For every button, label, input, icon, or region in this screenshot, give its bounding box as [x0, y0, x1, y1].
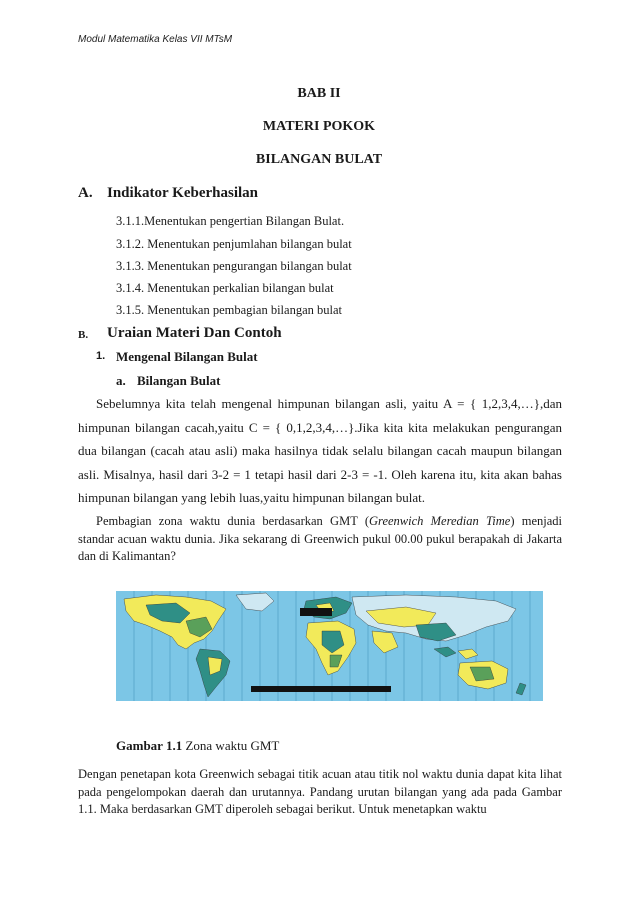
indicator-item: 3.1.4. Menentukan perkalian bilangan bulat	[116, 281, 334, 295]
sub-a-title: Bilangan Bulat	[137, 373, 221, 388]
section-b-title: Uraian Materi Dan Contoh	[107, 325, 282, 341]
indicator-item: 3.1.3. Menentukan pengurangan bilangan bulat	[116, 259, 352, 273]
figure-caption	[116, 738, 279, 754]
paragraph-gmt-before: Pembagian zona waktu dunia berdasarkan GMT (	[96, 514, 370, 528]
sub-a-marker: a.	[116, 373, 126, 388]
running-header: Modul Matematika Kelas VII MTsM	[78, 34, 233, 45]
figure-caption-text: Zona waktu GMT	[182, 738, 280, 753]
indicator-item: 3.1.2. Menentukan penjumlahan bilangan bulat	[116, 237, 352, 251]
time-zone-world-map	[116, 591, 543, 701]
figure-label: Gambar 1.1	[116, 738, 183, 753]
paragraph-gmt-italic: Greenwich Meredian Time	[369, 514, 511, 528]
indicator-item: 3.1.5. Menentukan pembagian bilangan bulat	[116, 303, 342, 317]
paragraph-integers: Sebelumnya kita telah mengenal himpunan bilangan asli, yaitu A = { 1,2,3,4,…},dan himpunan bilangan cacah,yaitu C = { 0,1,2,3,4,…}.Jika kita kita melakukan pengurangan dua bilangan (cacah atau asli) maka hasilnya tidak selalu bilangan cacah maupun bilangan asli. Misalnya, hasil dari 3-2 = 1 tetapi hasil dari 2-3 = -1. Oleh karena itu, kita akan bahas himpunan bilangan yang lebih luas,yaitu himpunan bilangan bulat.	[78, 396, 562, 505]
map-bottom-scale-bar	[251, 686, 391, 692]
paragraph-gmt-after: ) menjadi standar acuan waktu dunia. Jika sekarang di Greenwich pukul 00.00 pukul berapakah di Jakarta dan di Kalimantan?	[78, 514, 562, 563]
paragraph-gmt	[78, 513, 562, 566]
section-a-marker: A.	[78, 185, 93, 201]
chapter-topic: BILANGAN BULAT	[255, 152, 383, 167]
sub1-marker: 1.	[96, 350, 106, 362]
section-a-title: Indikator Keberhasilan	[107, 185, 259, 201]
indicator-item: 3.1.1.Menentukan pengertian Bilangan Bulat.	[116, 214, 345, 228]
chapter-number: BAB II	[297, 86, 341, 101]
map-top-label-box	[300, 608, 332, 616]
chapter-title: MATERI POKOK	[262, 119, 376, 134]
paragraph-greenwich: Dengan penetapan kota Greenwich sebagai titik acuan atau titik nol waktu dunia dapat kita lihat pada pengelompokan daerah dan urutannya. Pandang urutan bilangan yang ada pada Gambar 1.1. Maka berdasarkan GMT diperoleh sebagai berikut. Untuk menetapkan waktu	[78, 767, 562, 816]
section-b-marker: B.	[78, 329, 89, 341]
sub1-title: Mengenal Bilangan Bulat	[116, 349, 258, 364]
